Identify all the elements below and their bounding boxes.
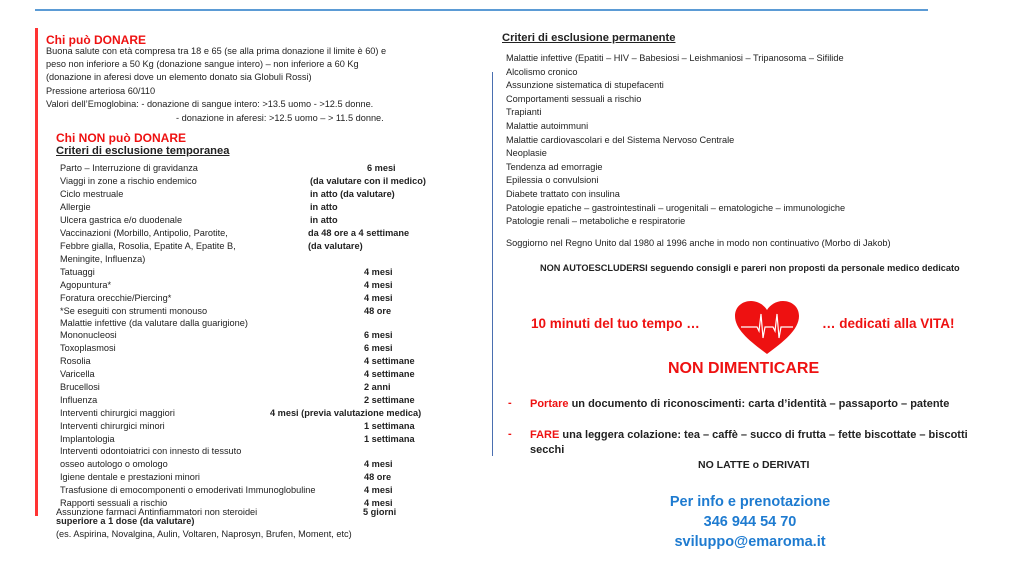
temporary-exclusion-duration: in atto [310,215,338,225]
contact-section [620,492,880,552]
temporary-exclusion-duration: (da valutare con il medico) [310,176,426,186]
reminder-keyword: Portare [530,398,569,410]
temporary-exclusion-item: Vaccinazioni (Morbillo, Antipolio, Parotite, [60,228,228,238]
nsaid-note: superiore a 1 dose (da valutare) [56,516,195,526]
permanent-exclusion-item: Tendenza ad emorragie [506,161,603,172]
reminder-item-document [530,397,949,412]
slogan-left: 10 minuti del tuo tempo … [531,316,700,331]
permanent-exclusion-heading: Criteri di esclusione permanente [502,32,676,44]
can-donate-line: (donazione in aferesi dove un elemento donato sia Globuli Rossi) [46,72,312,82]
temporary-exclusion-item: osseo autologo o omologo [60,459,168,469]
uk-residence-note: Soggiorno nel Regno Unito dal 1980 al 1996 anche in modo non continuativo (Morbo di Jakob) [506,238,891,248]
temporary-exclusion-item: Assunzione farmaci Antinfiammatori non steroidei [56,507,258,517]
temporary-exclusion-item: Varicella [60,369,95,379]
temporary-exclusion-duration: 4 mesi (previa valutazione medica) [270,408,422,418]
warning-bold: NON AUTOESCLUDERSI [540,263,648,273]
contact-email[interactable]: sviluppo@emaroma.it [674,534,826,550]
temporary-exclusion-duration: 4 mesi [364,267,393,277]
temporary-exclusion-duration: 1 settimana [364,421,415,431]
temporary-exclusion-duration: 1 settimana [364,434,415,444]
temporary-exclusion-item: Toxoplasmosi [60,343,116,353]
heart-ecg-icon [733,300,801,356]
temporary-exclusion-duration: 2 settimane [364,395,415,405]
temporary-exclusion-duration: 6 mesi [364,343,393,353]
temporary-exclusion-item: Febbre gialla, Rosolia, Epatite A, Epatite B, [60,241,236,251]
temporary-exclusion-item: Foratura orecchie/Piercing* [60,293,172,303]
temporary-exclusion-item: Tatuaggi [60,267,95,277]
temporary-exclusion-item: Parto – Interruzione di gravidanza [60,163,198,173]
no-milk-note: NO LATTE o DERIVATI [698,459,810,471]
self-exclusion-warning [540,262,960,275]
nsaid-examples: (es. Aspirina, Novalgina, Aulin, Voltaren, Naprosyn, Brufen, Moment, etc) [56,529,352,539]
reminder-text: una leggera colazione: tea – caffè – succo di frutta – fette biscottate – biscotti [559,429,968,441]
temporary-exclusion-duration: 4 settimane [364,369,415,379]
temporary-exclusion-item: Rapporti sessuali a rischio [60,498,168,508]
can-donate-line: Pressione arteriosa 60/110 [46,86,156,96]
contact-label: Per info e prenotazione [669,494,831,510]
permanent-exclusion-item: Epilessia o convulsioni [506,175,599,186]
left-red-accent-bar [35,28,38,516]
permanent-exclusion-item: Trapianti [506,107,542,118]
temporary-exclusion-duration: 48 ore [364,472,392,482]
permanent-exclusion-item: Malattie autoimmuni [506,121,589,131]
temporary-exclusion-duration: 4 mesi [364,293,393,303]
temporary-exclusion-duration: 48 ore [364,306,392,316]
reminder-title: NON DIMENTICARE [668,360,820,377]
permanent-exclusion-item: Alcolismo cronico [506,66,578,77]
temporary-exclusion-duration: 4 mesi [364,280,393,290]
temporary-exclusion-item: Viaggi in zone a rischio endemico [60,176,197,186]
reminder-text: un documento di riconoscimenti: carta d’identità – passaporto – patente [568,398,950,410]
can-donate-line: - donazione in aferesi: >12.5 uomo – > 11.5 donne. [176,113,384,123]
temporary-exclusion-duration: 4 settimane [364,356,415,366]
temporary-exclusion-heading: Criteri di esclusione temporanea [56,145,230,157]
temporary-exclusion-item: Meningite, Influenza) [60,254,146,264]
temporary-exclusion-item: Interventi chirurgici maggiori [60,408,175,418]
column-divider [492,72,493,456]
temporary-exclusion-item: Agopuntura* [60,280,112,290]
temporary-exclusion-duration: in atto [310,202,338,212]
permanent-exclusion-item: Comportamenti sessuali a rischio [506,93,642,104]
permanent-exclusion-item: Patologie epatiche – gastrointestinali – urogenitali – ematologiche – immunologiche [506,202,846,213]
temporary-exclusion-duration: 6 mesi [367,163,396,173]
temporary-exclusion-item: Malattie infettive (da valutare dalla guarigione) [60,318,248,328]
permanent-exclusion-item: Malattie cardiovascolari e del Sistema Nervoso Centrale [506,134,735,145]
can-donate-line: peso non inferiore a 50 Kg (donazione sangue intero) – non inferiore a 60 Kg [46,59,359,69]
can-donate-line: Buona salute con età compresa tra 18 e 65 (se alla prima donazione il limite è 60) e [46,46,387,56]
permanent-exclusion-item: Neoplasie [506,148,547,159]
permanent-exclusion-item: Malattie infettive (Epatiti – HIV – Babesiosi – Leishmaniosi – Tripanosoma – Sifilide [506,53,844,63]
temporary-exclusion-item: Rosolia [60,356,91,366]
temporary-exclusion-item: Interventi chirurgici minori [60,421,165,431]
temporary-exclusion-duration: 5 giorni [363,507,397,517]
temporary-exclusion-item: Influenza [60,395,98,405]
temporary-exclusion-duration: 6 mesi [364,330,393,340]
temporary-exclusion-item: Brucellosi [60,382,100,392]
temporary-exclusion-duration: 4 mesi [364,485,393,495]
cannot-donate-title: Chi NON può DONARE [56,131,186,145]
temporary-exclusion-item: Mononucleosi [60,330,117,340]
permanent-exclusion-item: Diabete trattato con insulina [506,189,620,199]
can-donate-title: Chi può DONARE [46,33,146,47]
slogan-right: … dedicati alla VITA! [822,316,955,331]
temporary-exclusion-item: Ciclo mestruale [60,189,124,199]
temporary-exclusion-duration: 2 anni [364,382,391,392]
temporary-exclusion-item: Allergie [60,202,91,212]
permanent-exclusion-item: Patologie renali – metaboliche e respiratorie [506,216,686,227]
temporary-exclusion-item: Implantologia [60,434,115,444]
temporary-exclusion-item: Ulcera gastrica e/o duodenale [60,215,183,225]
bullet-dash: - [508,397,512,409]
temporary-exclusion-item: Interventi odontoiatrici con innesto di tessuto [60,446,242,456]
temporary-exclusion-duration: in atto (da valutare) [310,189,395,199]
top-divider-line [35,9,928,11]
temporary-exclusion-duration: 4 mesi [364,459,393,469]
reminder-keyword: FARE [530,429,560,441]
temporary-exclusion-duration: da 48 ore a 4 settimane [308,228,410,238]
temporary-exclusion-item: Trasfusione di emocomponenti o emoderivati Immunoglobuline [60,485,316,495]
reminder-item-breakfast [530,428,968,443]
contact-phone[interactable]: 346 944 54 70 [703,514,797,530]
temporary-exclusion-item: *Se eseguiti con strumenti monouso [60,306,208,316]
bullet-dash: - [508,428,512,440]
reminder-text-continued: secchi [530,444,565,456]
temporary-exclusion-item: Igiene dentale e prestazioni minori [60,472,200,482]
temporary-exclusion-duration: (da valutare) [308,241,363,251]
can-donate-line: Valori dell’Emoglobina: - donazione di sangue intero: >13.5 uomo - >12.5 donne. [46,99,374,109]
temporary-exclusion-duration: 4 mesi [364,498,393,508]
permanent-exclusion-item: Assunzione sistematica di stupefacenti [506,80,664,91]
warning-text: seguendo consigli e pareri non proposti da personale medico dedicato [647,263,960,273]
